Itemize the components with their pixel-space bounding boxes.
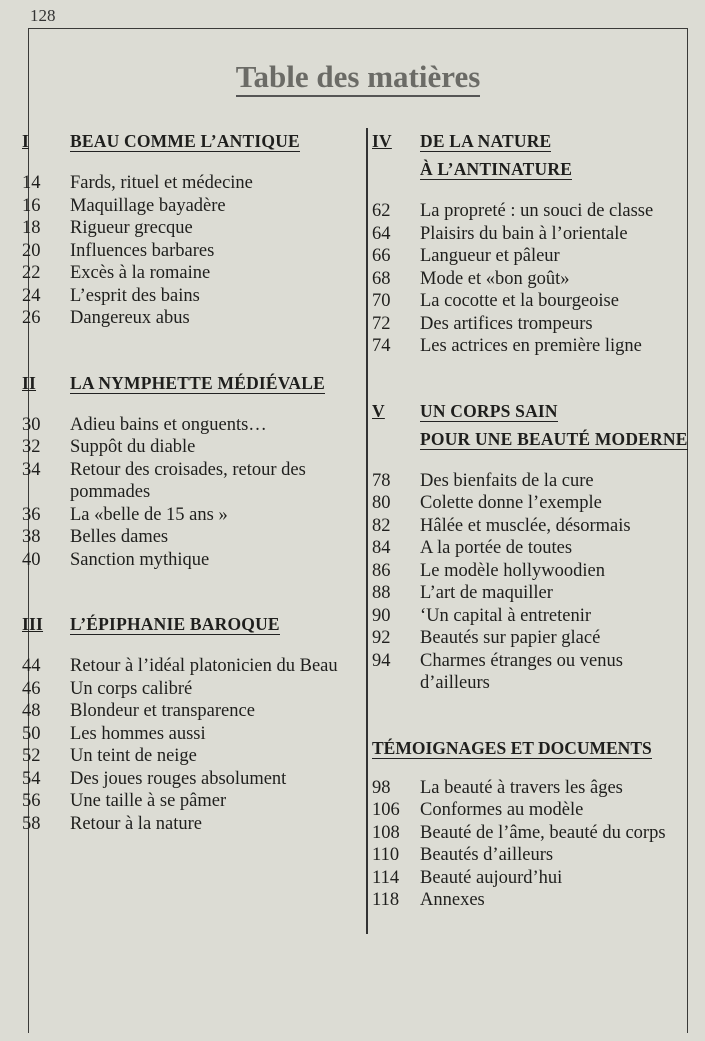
section-title-line xyxy=(420,156,572,182)
documents-heading xyxy=(372,735,692,761)
toc-entry xyxy=(372,290,692,313)
entry-page-number: 114 xyxy=(372,867,400,888)
entry-page-number: 46 xyxy=(22,678,41,699)
section-gap xyxy=(372,695,692,735)
entry-page-number: 34 xyxy=(22,459,41,480)
toc-entry xyxy=(22,655,352,678)
toc-entry xyxy=(372,822,692,845)
entry-title: Le modèle hollywoodien xyxy=(420,560,605,581)
entry-page-number: 86 xyxy=(372,560,391,581)
toc-entry xyxy=(22,414,352,437)
toc-section xyxy=(22,611,352,835)
section-heading xyxy=(22,611,352,639)
toc-section xyxy=(372,398,692,695)
entry-page-number: 68 xyxy=(372,268,391,289)
entry-list xyxy=(22,172,352,330)
entry-page-number: 40 xyxy=(22,549,41,570)
section-title-line xyxy=(420,398,688,424)
entry-page-number: 44 xyxy=(22,656,41,676)
section-number: II xyxy=(22,372,37,393)
toc-entry xyxy=(372,335,692,358)
toc-entry xyxy=(22,262,352,285)
entry-title: Excès à la romaine xyxy=(70,263,211,283)
entry-list xyxy=(22,414,352,572)
toc-entry xyxy=(372,470,692,493)
left-column xyxy=(22,128,352,835)
toc-entry xyxy=(372,889,692,912)
entry-page-number: 56 xyxy=(22,791,41,811)
entry-title: Un teint de neige xyxy=(70,746,197,766)
entry-title: Beautés sur papier glacé xyxy=(420,628,601,648)
toc-entry xyxy=(22,745,352,768)
section-title-text: DE LA NATURE xyxy=(420,131,552,151)
section-number: V xyxy=(372,400,385,421)
entry-page-number: 52 xyxy=(22,746,41,766)
section-title-line xyxy=(420,128,572,154)
entry-title: Dangereux abus xyxy=(70,308,190,328)
toc-entry xyxy=(372,844,692,867)
toc-entry xyxy=(372,515,692,538)
entry-page-number: 90 xyxy=(372,605,391,626)
entry-list xyxy=(22,655,352,835)
entry-title: L’esprit des bains xyxy=(70,285,200,306)
entry-title: Rigueur grecque xyxy=(70,218,193,238)
entry-page-number: 80 xyxy=(372,493,391,513)
entry-page-number: 98 xyxy=(372,777,391,798)
toc-entry xyxy=(22,172,352,195)
toc-entry xyxy=(372,582,692,605)
toc-entry xyxy=(372,492,692,515)
section-heading xyxy=(22,128,352,156)
entry-title: Charmes étranges ou venus d’ailleurs xyxy=(420,650,623,693)
toc-entry xyxy=(372,268,692,291)
entry-page-number: 64 xyxy=(372,223,391,244)
entry-list xyxy=(372,777,692,912)
entry-title: Une taille à se pâmer xyxy=(70,791,227,811)
entry-page-number: 54 xyxy=(22,768,41,789)
toc-entry xyxy=(22,217,352,240)
toc-entry xyxy=(22,436,352,459)
entry-title: Conformes au modèle xyxy=(420,800,584,820)
section-number: III xyxy=(22,614,44,634)
entry-page-number: 110 xyxy=(372,845,400,865)
section-title-line xyxy=(70,611,280,637)
section-title-text: UN CORPS SAIN xyxy=(420,400,558,421)
column-divider xyxy=(366,128,368,934)
entry-page-number: 48 xyxy=(22,701,41,721)
entry-list xyxy=(372,470,692,695)
toc-entry xyxy=(372,223,692,246)
section-title-line xyxy=(420,426,688,452)
entry-page-number: 70 xyxy=(372,291,391,311)
entry-page-number: 74 xyxy=(372,336,391,356)
entry-title: Adieu bains et onguents… xyxy=(70,414,267,435)
toc-entry xyxy=(372,200,692,223)
entry-title: Beautés d’ailleurs xyxy=(420,845,554,865)
entry-title: Blondeur et transparence xyxy=(70,701,255,721)
toc-entry xyxy=(372,777,692,800)
right-column xyxy=(372,128,692,912)
entry-page-number: 78 xyxy=(372,470,391,491)
entry-title: Beauté aujourd’hui xyxy=(420,867,563,888)
toc-entry xyxy=(372,560,692,583)
toc-entry xyxy=(22,723,352,746)
section-heading xyxy=(372,398,692,454)
entry-page-number: 30 xyxy=(22,414,41,435)
page-number: 128 xyxy=(30,6,56,25)
section-gap xyxy=(22,330,352,370)
entry-page-number: 16 xyxy=(22,195,41,216)
entry-title: Un corps calibré xyxy=(70,678,193,699)
entry-title: A la portée de toutes xyxy=(420,538,573,558)
toc-entry xyxy=(372,245,692,268)
toc-entry xyxy=(22,195,352,218)
entry-page-number: 24 xyxy=(22,285,41,306)
section-title xyxy=(70,128,300,156)
entry-title: Retour à l’idéal platonicien du Beau xyxy=(70,656,338,676)
section-gap xyxy=(372,358,692,398)
toc-entry xyxy=(22,504,352,527)
toc-entry xyxy=(22,285,352,308)
entry-title: Influences barbares xyxy=(70,240,215,261)
entry-page-number: 38 xyxy=(22,527,41,547)
section-title-text: L’ÉPIPHANIE BAROQUE xyxy=(70,614,280,634)
toc-entry xyxy=(22,813,352,836)
entry-page-number: 72 xyxy=(372,313,391,334)
toc-entry xyxy=(22,768,352,791)
section-heading xyxy=(372,128,692,184)
entry-page-number: 92 xyxy=(372,628,391,648)
documents-title: TÉMOIGNAGES ET DOCUMENTS xyxy=(372,737,652,758)
toc-entry xyxy=(22,700,352,723)
toc-section xyxy=(22,128,352,330)
toc-entry xyxy=(22,549,352,572)
toc-entry xyxy=(372,605,692,628)
section-title-text: POUR UNE BEAUTÉ MODERNE xyxy=(420,428,688,449)
entry-title: Des joues rouges absolument xyxy=(70,768,287,789)
entry-page-number: 50 xyxy=(22,723,41,744)
entry-page-number: 106 xyxy=(372,800,400,820)
section-title xyxy=(70,611,280,639)
entry-page-number: 118 xyxy=(372,890,400,910)
toc-entry xyxy=(372,650,692,695)
entry-title: Maquillage bayadère xyxy=(70,195,226,216)
toc-entry xyxy=(22,526,352,549)
entry-title: La cocotte et la bourgeoise xyxy=(420,291,619,311)
entry-page-number: 84 xyxy=(372,538,391,558)
entry-title: Annexes xyxy=(420,890,485,910)
entry-page-number: 22 xyxy=(22,263,41,283)
section-title-text: LA NYMPHETTE MÉDIÉVALE xyxy=(70,372,325,393)
section-title-line xyxy=(70,370,325,396)
entry-page-number: 20 xyxy=(22,240,41,261)
entry-page-number: 82 xyxy=(372,515,391,536)
entry-title: La «belle de 15 ans » xyxy=(70,504,228,525)
section-title-text: BEAU COMME L’ANTIQUE xyxy=(70,131,300,151)
entry-page-number: 32 xyxy=(22,437,41,457)
entry-title: La propreté : un souci de classe xyxy=(420,201,654,221)
entry-page-number: 62 xyxy=(372,201,391,221)
entry-title: Retour des croisades, retour des pommades xyxy=(70,459,306,502)
entry-title: Hâlée et musclée, désormais xyxy=(420,515,631,536)
toc-entry xyxy=(372,537,692,560)
entry-title: Les hommes aussi xyxy=(70,723,206,744)
section-number: IV xyxy=(372,131,392,151)
entry-page-number: 26 xyxy=(22,308,41,328)
toc-entry xyxy=(372,799,692,822)
entry-title: Belles dames xyxy=(70,527,169,547)
toc-entry xyxy=(22,790,352,813)
entry-title: L’art de maquiller xyxy=(420,583,553,603)
toc-entry xyxy=(22,459,352,504)
toc-entry xyxy=(22,240,352,263)
entry-page-number: 18 xyxy=(22,218,41,238)
entry-title: Langueur et pâleur xyxy=(420,246,560,266)
toc-entry xyxy=(372,313,692,336)
section-title-line xyxy=(70,128,300,154)
toc-section xyxy=(372,128,692,358)
section-gap xyxy=(22,571,352,611)
entry-page-number: 108 xyxy=(372,822,400,843)
toc-section xyxy=(22,370,352,572)
section-heading xyxy=(22,370,352,398)
entry-title: ‘Un capital à entretenir xyxy=(420,605,592,626)
entry-title: Mode et «bon goût» xyxy=(420,268,570,289)
entry-title: Sanction mythique xyxy=(70,549,210,570)
section-title xyxy=(420,128,572,184)
toc-entry xyxy=(22,678,352,701)
toc-entry xyxy=(372,867,692,890)
entry-list xyxy=(372,200,692,358)
entry-title: Des artifices trompeurs xyxy=(420,313,593,334)
entry-page-number: 66 xyxy=(372,246,391,266)
entry-title: Colette donne l’exemple xyxy=(420,493,602,513)
entry-title: Beauté de l’âme, beauté du corps xyxy=(420,822,666,843)
entry-title: La beauté à travers les âges xyxy=(420,777,623,798)
toc-entry xyxy=(22,307,352,330)
entry-title: Plaisirs du bain à l’orientale xyxy=(420,223,628,244)
section-number: I xyxy=(22,131,30,151)
section-title xyxy=(70,370,325,398)
entry-title: Les actrices en première ligne xyxy=(420,336,642,356)
entry-page-number: 88 xyxy=(372,583,391,603)
entry-title: Fards, rituel et médecine xyxy=(70,173,253,193)
entry-page-number: 14 xyxy=(22,173,41,193)
page-title: Table des matières xyxy=(29,59,687,95)
section-title-text: À L’ANTINATURE xyxy=(420,159,573,179)
entry-title: Des bienfaits de la cure xyxy=(420,470,594,491)
entry-title: Retour à la nature xyxy=(70,813,203,834)
entry-page-number: 36 xyxy=(22,504,41,525)
entry-page-number: 58 xyxy=(22,813,41,834)
entry-page-number: 94 xyxy=(372,650,391,671)
entry-title: Suppôt du diable xyxy=(70,437,196,457)
documents-section xyxy=(372,735,692,912)
section-title xyxy=(420,398,688,454)
toc-entry xyxy=(372,627,692,650)
